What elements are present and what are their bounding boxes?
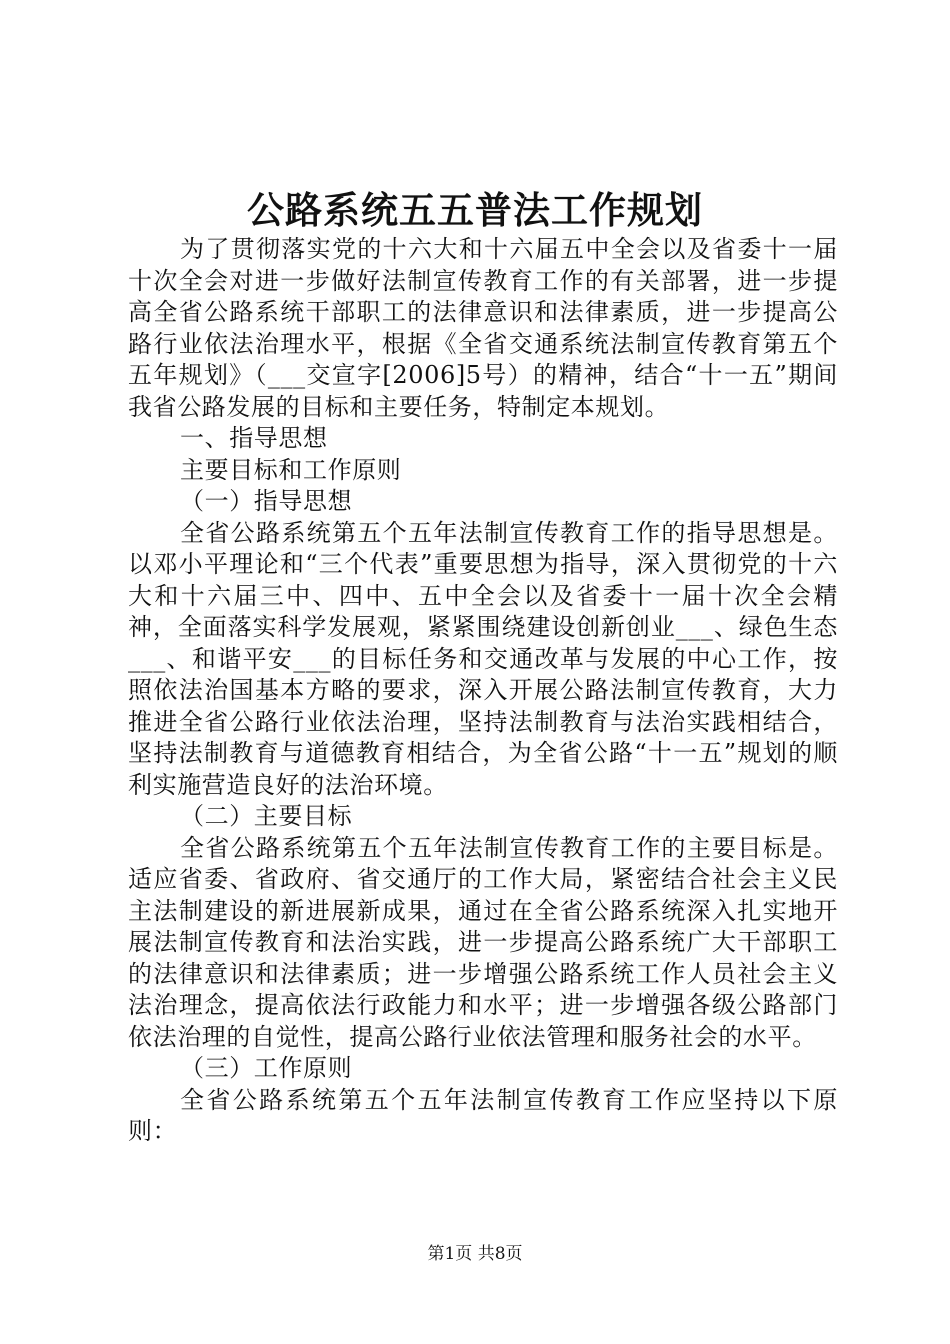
guiding-ideology-paragraph: 全省公路系统第五个五年法制宣传教育工作的指导思想是。以邓小平理论和“三个代表”重要思想为指导，深入贯彻党的十六大和十六届三中、四中、五中全会以及省委十一届十次全会精神，全面落实科学发展观，紧紧围绕建设创新创业___、绿色生态___、和谐平安___的目标任务和交通改革与发展的中心工作，按照依法治国基本方略的要求，深入开展公路法制宣传教育，大力推进全省公路行业依法治理，坚持法制教育与法治实践相结合，坚持法制教育与道德教育相结合，为全省公路“十一五”规划的顺利实施营造良好的法治环境。	[128, 518, 838, 799]
page-number-footer: 第1页 共8页	[427, 1244, 523, 1264]
main-goals-paragraph: 全省公路系统第五个五年法制宣传教育工作的主要目标是。适应省委、省政府、省交通厅的工作大局，紧密结合社会主义民主法制建设的新进展新成果，通过在全省公路系统深入扎实地开展法制宣传教育和法治实践，进一步提高公路系统广大干部职工的法律意识和法律素质；进一步增强公路系统工作人员社会主义法治理念，提高依法行政能力和水平；进一步增强各级公路部门依法治理的自觉性，提高公路行业依法管理和服务社会的水平。	[128, 833, 838, 1051]
section-heading-guiding-ideology: 一、指导思想	[180, 424, 328, 452]
subsection-heading-1: （一）指导思想	[180, 487, 353, 515]
work-principles-paragraph: 全省公路系统第五个五年法制宣传教育工作应坚持以下原则：	[128, 1085, 838, 1145]
intro-paragraph: 为了贯彻落实党的十六大和十六届五中全会以及省委十一届十次全会对进一步做好法制宣传教育工作的有关部署，进一步提高全省公路系统干部职工的法律意识和法律素质，进一步提高公路行业依法治理水平，根据《全省交通系统法制宣传教育第五个五年规划》（___交宣字[2006]5号）的精神，结合“十一五”期间我省公路发展的目标和主要任务，特制定本规划。	[128, 235, 838, 421]
subsection-heading-2: （二）主要目标	[180, 802, 353, 830]
section-subheading-goals-principles: 主要目标和工作原则	[180, 455, 402, 484]
document-title: 公路系统五五普法工作规划	[247, 188, 703, 232]
subsection-heading-3: （三）工作原则	[180, 1054, 353, 1082]
document-body	[128, 234, 838, 1148]
